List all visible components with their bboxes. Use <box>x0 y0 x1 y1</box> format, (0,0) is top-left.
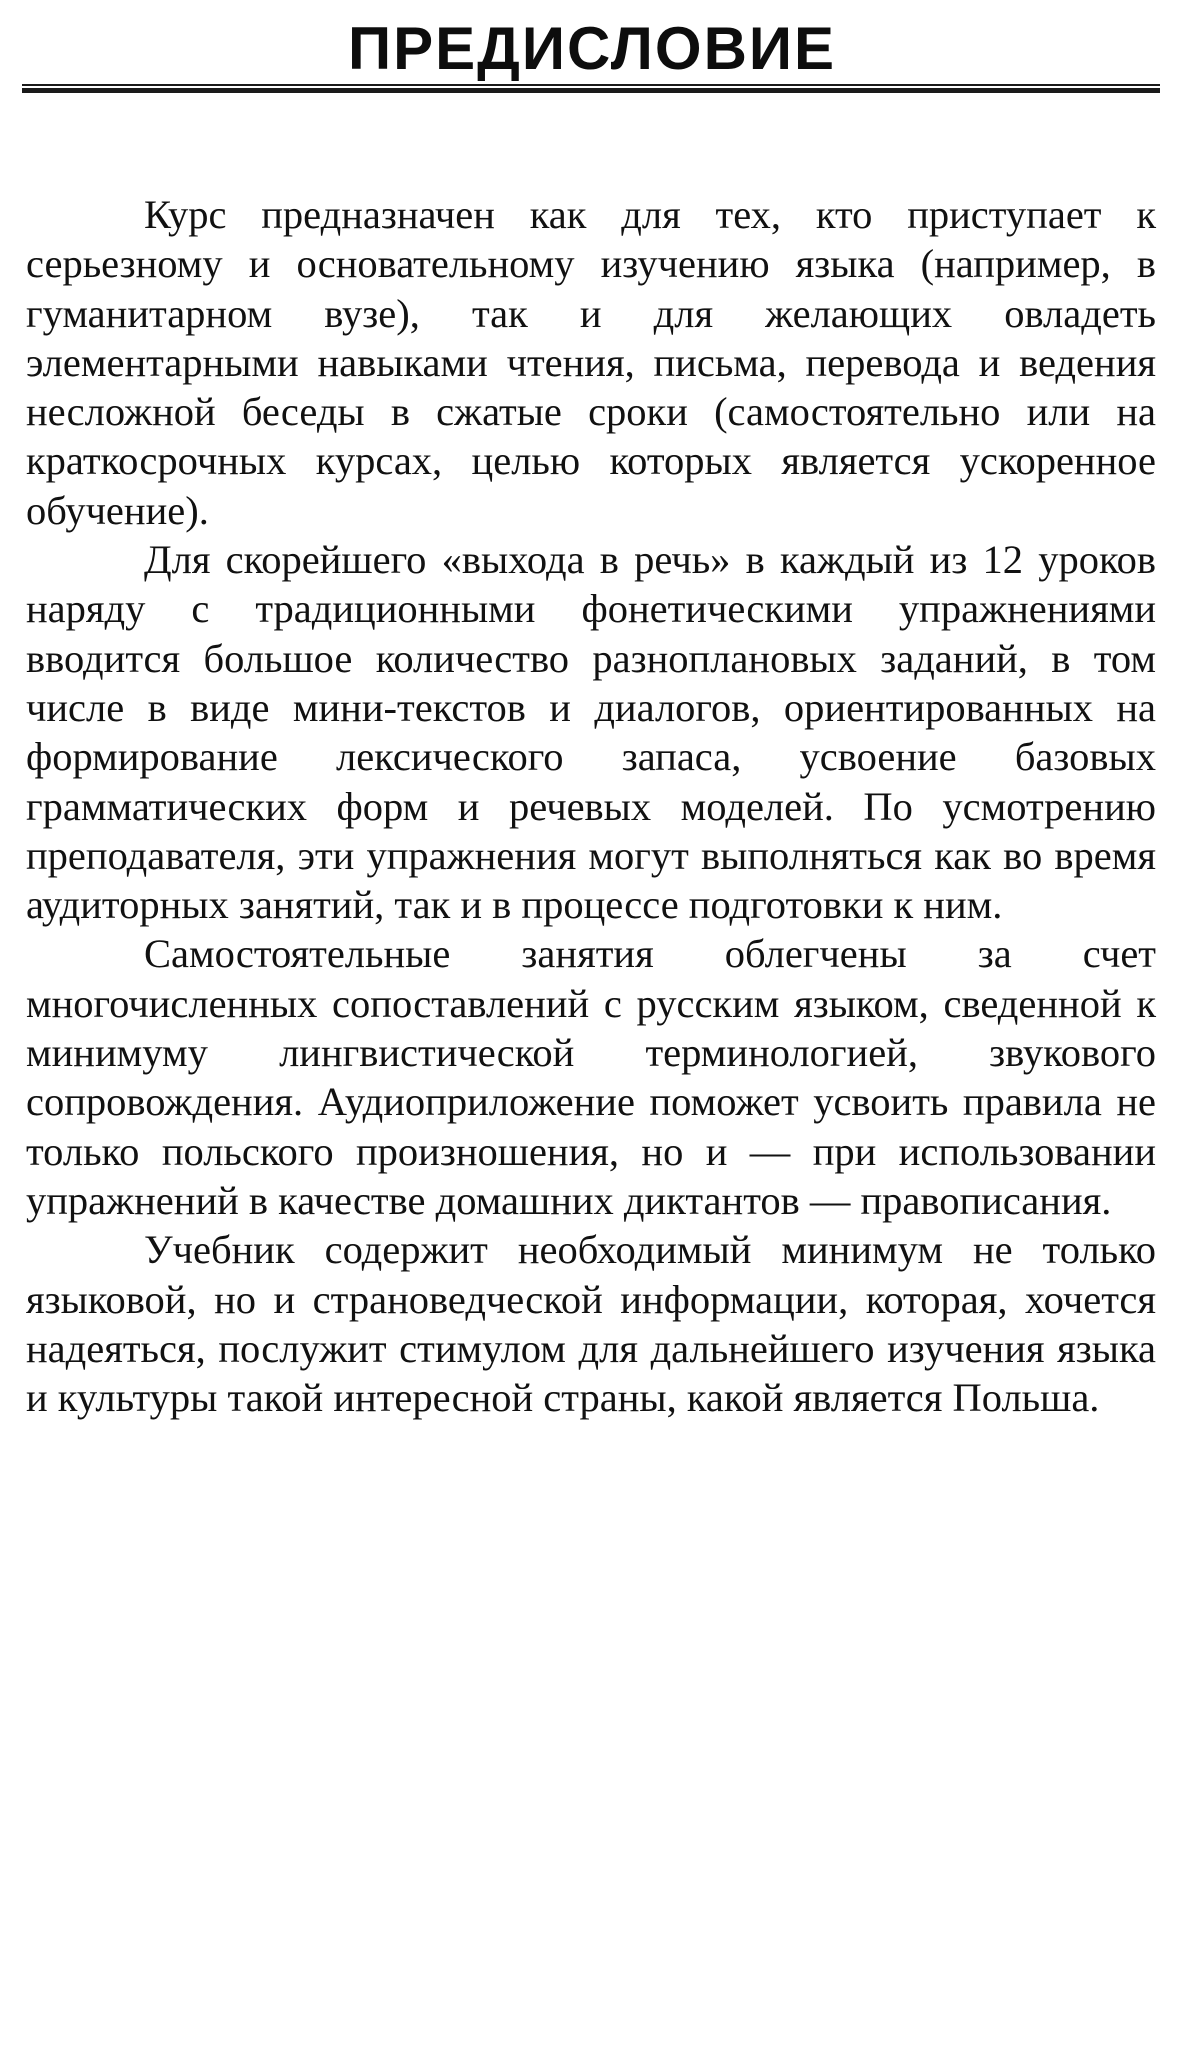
body-text <box>26 190 1156 1422</box>
paragraph-2: Для скорейшего «выхода в речь» в каждый из 12 уроков наряду с традиционными фонетическими упражнениями вводится большое количество разноплановых заданий, в том числе в виде мини-текстов и диалогов, ориентированных на формирование лексического запаса, усвоение базовых грамматических форм и речевых моделей. По усмотрению преподавателя, эти упражнения могут выполняться как во время аудиторных занятий, так и в процессе подготовки к ним. <box>26 537 1156 928</box>
divider-thin-line <box>22 84 1160 86</box>
paragraph-3: Самостоятельные занятия облегчены за счет многочисленных сопоставлений с русским языком, сведенной к минимуму лингвистической терминологией, звукового сопровождения. Аудиоприложение поможет усвоить правила не только польского произношения, но и — при использовании упражнений в качестве домашних диктантов — правописания. <box>26 931 1156 1223</box>
paragraph-1: Курс предназначен как для тех, кто приступает к серьезному и основательному изучению языка (например, в гуманитарном вузе), так и для желающих овладеть элементарными навыками чтения, письма, перевода и ведения несложной беседы в сжатые сроки (самостоятельно или на краткосрочных курсах, целью которых является ускоренное обучение). <box>26 192 1156 533</box>
page-title: ПРЕДИСЛОВИЕ <box>347 15 837 82</box>
paragraph-4: Учебник содержит необходимый минимум не только языковой, но и страноведческой информации, которая, хочется надеяться, послужит стимулом для дальнейшего изучения языка и культуры такой интересной страны, какой является Польша. <box>26 1227 1156 1421</box>
title-divider <box>22 84 1160 94</box>
divider-thick-line <box>22 88 1160 93</box>
